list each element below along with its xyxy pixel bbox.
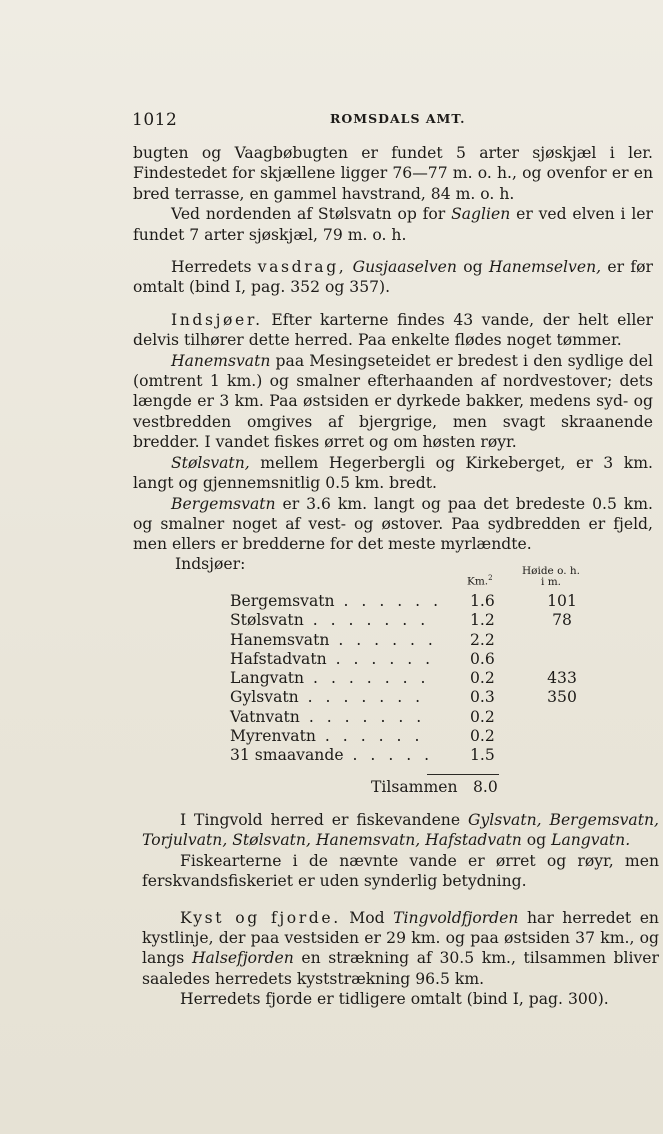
lake-height: 350 — [547, 688, 577, 707]
table-row — [230, 650, 610, 669]
paragraph-indsjoer: Indsjøer. Efter karterne findes 43 vande, der helt eller delvis tilhører dette herred. Paa enkelte flødes noget tømmer. — [133, 310, 653, 350]
lake-area: 1.2 — [470, 611, 495, 630]
paragraph-stolsvatn-finds: Ved nordenden af Stølsvatn op for Saglien er ved elven i ler fundet 7 arter sjøskjæl, 79 m. o. h. — [133, 205, 653, 244]
paragraph-bergemsvatn: Bergemsvatn er 3.6 km. langt og paa det bredeste 0.5 km. og smalner noget af vest- og østover. Paa sydbredden er fjeld, men ellers er bredderne for det meste myrlændte. — [133, 494, 653, 554]
lake-name: Langvatn . . . . . . . — [230, 669, 430, 688]
leader-dots: . . . . . . — [334, 592, 443, 610]
table-row — [230, 669, 610, 688]
total-row — [371, 778, 498, 796]
column-header-height: Høide o. h. i m. — [521, 565, 581, 588]
paragraph-shell-finds: bugten og Vaagbøbugten er fundet 5 arter sjøskjæl i ler. Findestedet for skjællene ligger 76—77 m. o. h., og ovenfor er en bred terrasse, en gammel havstrand, 84 m. o. h. — [133, 144, 653, 203]
lake-table — [230, 592, 610, 766]
lake-name: Vatnvatn . . . . . . . — [230, 707, 426, 726]
lake-area: 0.2 — [470, 707, 495, 726]
paragraph-vasdrag: Herredets vasdrag, Gusjaaselven og Hanemselven, er før omtalt (bind I, pag. 352 og 357). — [133, 258, 653, 297]
lake-area: 0.3 — [470, 688, 495, 707]
lower-text — [142, 810, 659, 1010]
lake-height: 101 — [547, 592, 577, 610]
paragraph-kyst-og-fjorde: Kyst og fjorde. Mod Tingvoldfjorden har herredet en kystlinje, der paa vestsiden er 29 km. og paa østsiden 37 km., og langs Halsefjorden en strækning af 30.5 km., tilsammen bliver saaledes herredets kyststrækning 96.5 km. — [142, 908, 659, 988]
lake-area: 0.2 — [470, 669, 495, 688]
leader-dots: . . . . . . — [326, 649, 435, 668]
lake-name: 31 smaavande . . . . . — [230, 746, 434, 765]
table-row — [230, 631, 610, 650]
body-text — [133, 143, 653, 555]
paragraph-stolsvatn: Stølsvatn, mellem Hegerbergli og Kirkeberget, er 3 km. langt og gjennemsnitlig 0.5 km. bredt. — [133, 453, 653, 493]
lake-name: Gylsvatn . . . . . . . — [230, 688, 425, 707]
page-number: 1012 — [132, 110, 178, 130]
paragraph-fiskearter: Fiskearterne i de nævnte vande er ørret og røyr, men ferskvandsfiskeriet er uden synderlig betydning. — [142, 851, 659, 891]
total-value: 8.0 — [473, 778, 498, 796]
table-row — [230, 611, 610, 630]
paragraph-hanemsvatn: Hanemsvatn paa Mesingseteidet er bredest i den sydlige del (omtrent 1 km.) og smalner efterhaanden af nordvestover; dets længde er 3 km. Paa østsiden er dyrkede bakker, medens syd- og vestbredden omgives af bjergrige, men svagt skraanende bredder. I vandet fiskes ørret og om høsten røyr. — [133, 351, 653, 452]
lake-area: 2.2 — [470, 630, 495, 649]
leader-dots: . . . . . . . — [299, 707, 426, 726]
leader-dots: . . . . . . . — [304, 669, 430, 688]
column-header-area: Km.$^2$ — [467, 574, 493, 588]
table-row — [230, 708, 610, 727]
table-row — [230, 688, 610, 707]
table-row — [230, 746, 610, 765]
running-title: ROMSDALS AMT. — [330, 111, 466, 126]
page-header — [0, 108, 663, 132]
lake-area: 1.6 — [470, 592, 495, 610]
paragraph-fjorde: Herredets fjorde er tidligere omtalt (bind I, pag. 300). — [180, 990, 609, 1009]
lake-area: 0.6 — [470, 649, 495, 668]
lake-table-title: Indsjøer: — [175, 555, 246, 573]
paragraph-fiskevande: I Tingvold herred er fiskevandene Gylsvatn, Bergemsvatn, Torjulvatn, Stølsvatn, Hanemsvatn, Hafstadvatn og Langvatn. — [142, 811, 659, 850]
leader-dots: . . . . . — [343, 746, 434, 765]
sum-rule — [427, 774, 499, 775]
lake-name: Myrenvatn . . . . . . — [230, 727, 424, 746]
lake-area: 0.2 — [470, 727, 495, 746]
table-row — [230, 592, 610, 611]
lake-name: Stølsvatn . . . . . . . — [230, 611, 430, 630]
lake-name: Bergemsvatn . . . . . . — [230, 592, 443, 610]
leader-dots: . . . . . . . — [298, 688, 425, 707]
lake-name: Hanemsvatn . . . . . . — [230, 630, 437, 649]
lake-height: 78 — [552, 611, 572, 630]
lake-name: Hafstadvatn . . . . . . — [230, 649, 435, 668]
lake-area: 1.5 — [470, 746, 495, 765]
leader-dots: . . . . . . — [329, 630, 437, 649]
table-row — [230, 727, 610, 746]
leader-dots: . . . . . . — [315, 727, 424, 746]
total-label: Tilsammen — [371, 778, 458, 796]
lake-height: 433 — [547, 669, 577, 688]
leader-dots: . . . . . . . — [303, 611, 430, 630]
